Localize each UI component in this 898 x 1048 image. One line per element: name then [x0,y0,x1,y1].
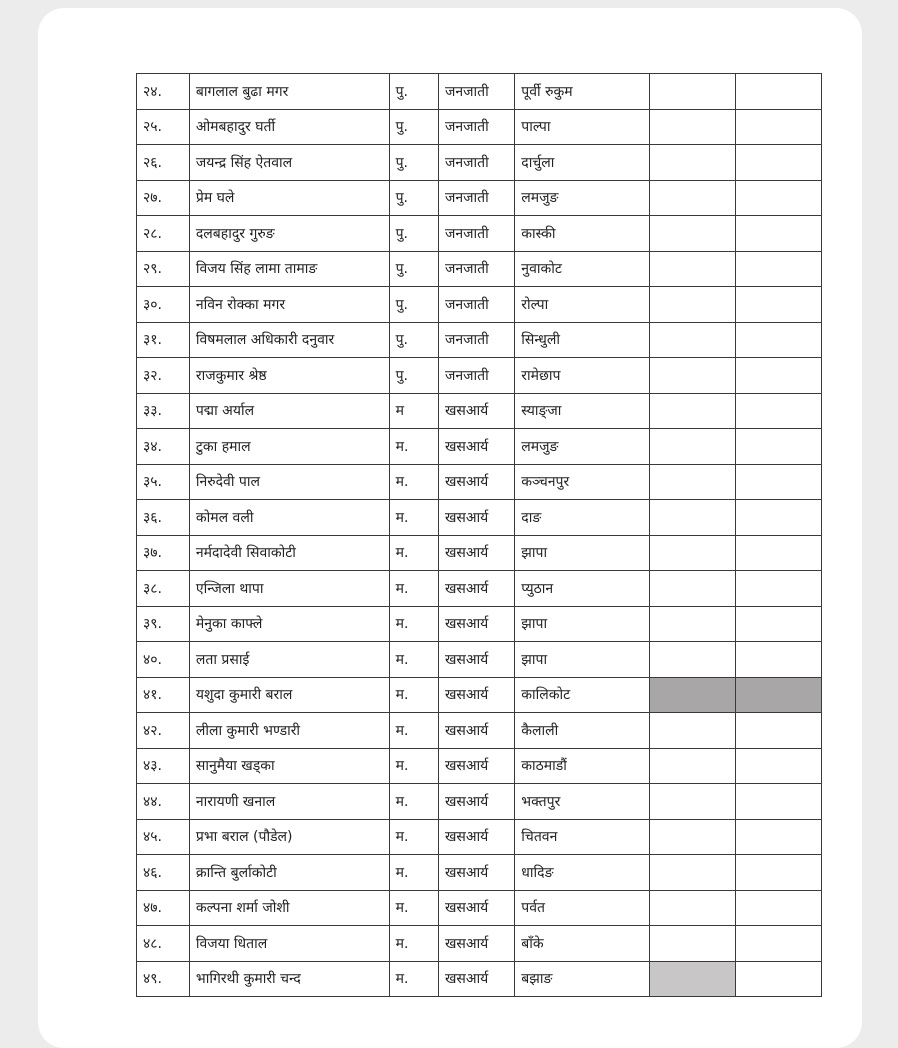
serial-number-cell: ३५. [137,464,190,500]
empty-cell-1 [650,287,736,323]
gender-cell: म. [389,429,438,465]
name-cell: विषमलाल अधिकारी दनुवार [189,322,389,358]
empty-cell-2 [736,535,822,571]
name-cell: प्रेम घले [189,180,389,216]
table-row [137,677,822,713]
district-cell: दार्चुला [515,145,650,181]
name-cell: कल्पना शर्मा जोशी [189,890,389,926]
empty-cell-1 [650,322,736,358]
name-cell: सानुमैया खड्का [189,748,389,784]
name-cell: पद्मा अर्याल [189,393,389,429]
gender-cell: म. [389,464,438,500]
serial-number-cell: ३१. [137,322,190,358]
table-row [137,606,822,642]
district-cell: पाल्पा [515,109,650,145]
group-cell: खसआर्य [438,677,514,713]
gender-cell: म. [389,677,438,713]
table-row [137,464,822,500]
empty-cell-2 [736,855,822,891]
empty-cell-2 [736,606,822,642]
empty-cell-1 [650,961,736,997]
name-cell: एन्जिला थापा [189,571,389,607]
empty-cell-1 [650,500,736,536]
gender-cell: पु. [389,358,438,394]
gender-cell: म [389,393,438,429]
district-cell: बाँके [515,926,650,962]
district-cell: झापा [515,606,650,642]
gender-cell: पु. [389,145,438,181]
gender-cell: म. [389,890,438,926]
name-cell: भागिरथी कुमारी चन्द [189,961,389,997]
name-cell: दलबहादुर गुरुङ [189,216,389,252]
candidate-table-body [137,74,822,997]
table-row [137,961,822,997]
empty-cell-1 [650,74,736,110]
name-cell: विजया धिताल [189,926,389,962]
empty-cell-1 [650,855,736,891]
empty-cell-2 [736,784,822,820]
district-cell: कास्की [515,216,650,252]
serial-number-cell: ३६. [137,500,190,536]
group-cell: खसआर्य [438,748,514,784]
district-cell: पर्वत [515,890,650,926]
name-cell: विजय सिंह लामा तामाङ [189,251,389,287]
district-cell: पूर्वी रुकुम [515,74,650,110]
district-cell: रामेछाप [515,358,650,394]
table-row [137,251,822,287]
district-cell: कैलाली [515,713,650,749]
serial-number-cell: ४४. [137,784,190,820]
empty-cell-1 [650,535,736,571]
empty-cell-1 [650,677,736,713]
district-cell: झापा [515,642,650,678]
gender-cell: पु. [389,109,438,145]
name-cell: मेनुका काफ्ले [189,606,389,642]
group-cell: खसआर्य [438,606,514,642]
empty-cell-2 [736,358,822,394]
empty-cell-1 [650,145,736,181]
serial-number-cell: ४८. [137,926,190,962]
group-cell: खसआर्य [438,890,514,926]
empty-cell-2 [736,713,822,749]
serial-number-cell: ३२. [137,358,190,394]
table-row [137,109,822,145]
gender-cell: पु. [389,251,438,287]
group-cell: खसआर्य [438,464,514,500]
empty-cell-1 [650,926,736,962]
gender-cell: म. [389,571,438,607]
table-row [137,748,822,784]
district-cell: कञ्चनपुर [515,464,650,500]
district-cell: रोल्पा [515,287,650,323]
serial-number-cell: २७. [137,180,190,216]
empty-cell-2 [736,322,822,358]
empty-cell-2 [736,748,822,784]
empty-cell-2 [736,819,822,855]
gender-cell: म. [389,535,438,571]
district-cell: स्याङ्जा [515,393,650,429]
name-cell: ओमबहादुर घर्ती [189,109,389,145]
name-cell: लता प्रसाई [189,642,389,678]
serial-number-cell: ३७. [137,535,190,571]
serial-number-cell: ४०. [137,642,190,678]
table-row [137,180,822,216]
empty-cell-2 [736,393,822,429]
serial-number-cell: ३०. [137,287,190,323]
serial-number-cell: २९. [137,251,190,287]
name-cell: यशुदा कुमारी बराल [189,677,389,713]
serial-number-cell: ४६. [137,855,190,891]
empty-cell-1 [650,109,736,145]
gender-cell: म. [389,961,438,997]
district-cell: कालिकोट [515,677,650,713]
empty-cell-1 [650,571,736,607]
table-row [137,429,822,465]
group-cell: खसआर्य [438,571,514,607]
gender-cell: म. [389,748,438,784]
district-cell: धादिङ [515,855,650,891]
name-cell: टुका हमाल [189,429,389,465]
empty-cell-2 [736,571,822,607]
empty-cell-2 [736,109,822,145]
empty-cell-2 [736,961,822,997]
group-cell: खसआर्य [438,784,514,820]
name-cell: जयन्द्र सिंह ऐतवाल [189,145,389,181]
empty-cell-1 [650,642,736,678]
empty-cell-2 [736,251,822,287]
district-cell: बझाङ [515,961,650,997]
group-cell: जनजाती [438,251,514,287]
serial-number-cell: २५. [137,109,190,145]
name-cell: नविन रोक्का मगर [189,287,389,323]
empty-cell-2 [736,145,822,181]
serial-number-cell: २८. [137,216,190,252]
name-cell: क्रान्ति बुर्लाकोटी [189,855,389,891]
serial-number-cell: ३३. [137,393,190,429]
empty-cell-1 [650,429,736,465]
serial-number-cell: २६. [137,145,190,181]
district-cell: भक्तपुर [515,784,650,820]
group-cell: जनजाती [438,109,514,145]
gender-cell: पु. [389,216,438,252]
empty-cell-2 [736,677,822,713]
group-cell: जनजाती [438,74,514,110]
gender-cell: म. [389,855,438,891]
empty-cell-2 [736,180,822,216]
group-cell: खसआर्य [438,855,514,891]
group-cell: खसआर्य [438,642,514,678]
gender-cell: म. [389,606,438,642]
name-cell: निरुदेवी पाल [189,464,389,500]
empty-cell-1 [650,464,736,500]
gender-cell: म. [389,713,438,749]
gender-cell: पु. [389,287,438,323]
group-cell: जनजाती [438,145,514,181]
empty-cell-1 [650,180,736,216]
group-cell: खसआर्य [438,535,514,571]
table-row [137,216,822,252]
name-cell: राजकुमार श्रेष्ठ [189,358,389,394]
group-cell: खसआर्य [438,429,514,465]
table-row [137,145,822,181]
district-cell: लमजुङ [515,429,650,465]
group-cell: खसआर्य [438,500,514,536]
serial-number-cell: २४. [137,74,190,110]
serial-number-cell: ३४. [137,429,190,465]
serial-number-cell: ४१. [137,677,190,713]
name-cell: प्रभा बराल (पौडेल) [189,819,389,855]
table-row [137,322,822,358]
gender-cell: पु. [389,322,438,358]
empty-cell-2 [736,464,822,500]
gender-cell: पु. [389,74,438,110]
name-cell: कोमल वली [189,500,389,536]
empty-cell-1 [650,784,736,820]
empty-cell-2 [736,926,822,962]
gender-cell: म. [389,784,438,820]
empty-cell-1 [650,393,736,429]
table-row [137,713,822,749]
group-cell: खसआर्य [438,926,514,962]
district-cell: सिन्धुली [515,322,650,358]
district-cell: काठमाडौं [515,748,650,784]
serial-number-cell: ४५. [137,819,190,855]
group-cell: खसआर्य [438,713,514,749]
empty-cell-1 [650,606,736,642]
serial-number-cell: ४२. [137,713,190,749]
table-row [137,571,822,607]
serial-number-cell: ४७. [137,890,190,926]
name-cell: बागलाल बुढा मगर [189,74,389,110]
district-cell: लमजुङ [515,180,650,216]
empty-cell-1 [650,358,736,394]
district-cell: दाङ [515,500,650,536]
empty-cell-2 [736,500,822,536]
gender-cell: पु. [389,180,438,216]
table-row [137,642,822,678]
district-cell: झापा [515,535,650,571]
table-row [137,819,822,855]
table-row [137,535,822,571]
name-cell: नर्मदादेवी सिवाकोटी [189,535,389,571]
group-cell: खसआर्य [438,393,514,429]
serial-number-cell: ३९. [137,606,190,642]
group-cell: जनजाती [438,180,514,216]
empty-cell-2 [736,216,822,252]
table-row [137,74,822,110]
table-row [137,784,822,820]
empty-cell-2 [736,74,822,110]
group-cell: जनजाती [438,216,514,252]
gender-cell: म. [389,819,438,855]
empty-cell-1 [650,713,736,749]
district-cell: नुवाकोट [515,251,650,287]
candidate-table [136,73,822,997]
gender-cell: म. [389,500,438,536]
empty-cell-2 [736,287,822,323]
group-cell: जनजाती [438,287,514,323]
empty-cell-1 [650,216,736,252]
name-cell: नारायणी खनाल [189,784,389,820]
serial-number-cell: ४३. [137,748,190,784]
empty-cell-2 [736,890,822,926]
group-cell: खसआर्य [438,961,514,997]
name-cell: लीला कुमारी भण्डारी [189,713,389,749]
serial-number-cell: ३८. [137,571,190,607]
table-row [137,287,822,323]
table-row [137,358,822,394]
gender-cell: म. [389,926,438,962]
empty-cell-2 [736,429,822,465]
empty-cell-2 [736,642,822,678]
table-row [137,890,822,926]
empty-cell-1 [650,748,736,784]
district-cell: प्युठान [515,571,650,607]
serial-number-cell: ४९. [137,961,190,997]
table-row [137,393,822,429]
table-row [137,500,822,536]
table-row [137,926,822,962]
empty-cell-1 [650,890,736,926]
gender-cell: म. [389,642,438,678]
group-cell: खसआर्य [438,819,514,855]
group-cell: जनजाती [438,322,514,358]
group-cell: जनजाती [438,358,514,394]
empty-cell-1 [650,819,736,855]
district-cell: चितवन [515,819,650,855]
empty-cell-1 [650,251,736,287]
table-row [137,855,822,891]
